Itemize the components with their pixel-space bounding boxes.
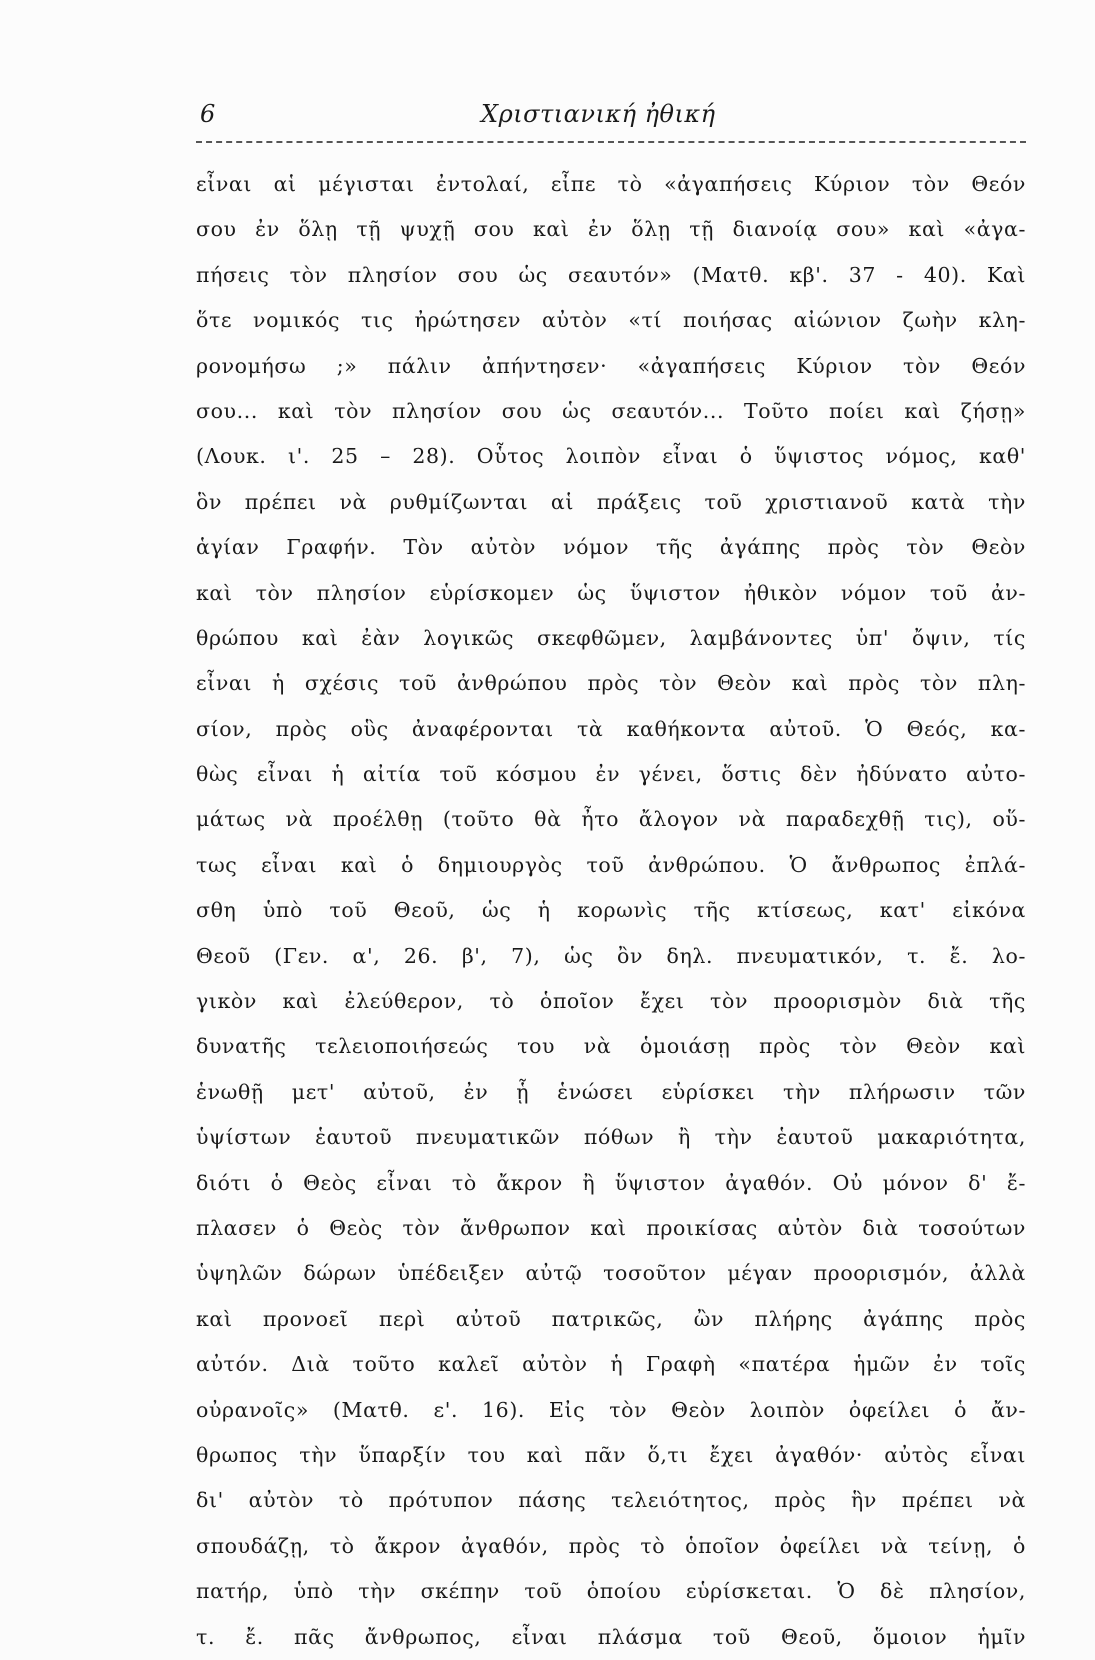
- text-line: θρώπου καὶ ἐὰν λογικῶς σκεφθῶμεν, λαμβάνοντες ὑπ' ὄψιν, τίς: [196, 625, 1026, 650]
- text-line: θρωπος τὴν ὕπαρξίν του καὶ πᾶν ὅ,τι ἔχει ἀγαθόν· αὐτὸς εἶναι: [196, 1442, 1026, 1467]
- text-line: οὐρανοῖς» (Ματθ. ε'. 16). Εἰς τὸν Θεὸν λοιπὸν ὀφείλει ὁ ἄν-: [196, 1397, 1026, 1422]
- running-title: Χριστιανική ἠθική: [481, 100, 716, 128]
- text-line: αὐτόν. Διὰ τοῦτο καλεῖ αὐτὸν ἡ Γραφὴ «πατέρα ἡμῶν ἐν τοῖς: [196, 1352, 1026, 1377]
- text-line: Θεοῦ (Γεν. α', 26. β', 7), ὡς ὂν δηλ. πνευματικόν, τ. ἔ. λο-: [196, 943, 1026, 968]
- text-line: πλασεν ὁ Θεὸς τὸν ἄνθρωπον καὶ προικίσας αὐτὸν διὰ τοσούτων: [196, 1215, 1026, 1240]
- text-line: δι' αὐτὸν τὸ πρότυπον πάσης τελειότητος, πρὸς ἣν πρέπει νὰ: [196, 1488, 1026, 1513]
- text-line: δυνατῆς τελειοποιήσεώς του νὰ ὁμοιάσῃ πρὸς τὸν Θεὸν καὶ: [196, 1034, 1026, 1059]
- text-line: καὶ προνοεῖ περὶ αὐτοῦ πατρικῶς, ὢν πλήρης ἀγάπης πρὸς: [196, 1306, 1026, 1331]
- text-line: καὶ τὸν πλησίον εὑρίσκομεν ὡς ὕψιστον ἠθικὸν νόμον τοῦ ἀν-: [196, 580, 1026, 605]
- text-line: σίον, πρὸς οὓς ἀναφέρονται τὰ καθήκοντα αὐτοῦ. Ὁ Θεός, κα-: [196, 716, 1026, 741]
- text-line: εἶναι ἡ σχέσις τοῦ ἀνθρώπου πρὸς τὸν Θεὸν καὶ πρὸς τὸν πλη-: [196, 671, 1026, 696]
- text-line: σου... καὶ τὸν πλησίον σου ὡς σεαυτόν... Τοῦτο ποίει καὶ ζήσῃ»: [196, 398, 1026, 423]
- text-line: ἁγίαν Γραφήν. Τὸν αὐτὸν νόμον τῆς ἀγάπης πρὸς τὸν Θεὸν: [196, 535, 1026, 560]
- text-line: πατήρ, ὑπὸ τὴν σκέπην τοῦ ὁποίου εὑρίσκεται. Ὁ δὲ πλησίον,: [196, 1579, 1026, 1604]
- page-number: 6: [200, 100, 216, 128]
- header-rule: [196, 141, 1026, 143]
- page-header: [195, 100, 1025, 138]
- text-line: σθη ὑπὸ τοῦ Θεοῦ, ὡς ἡ κορωνὶς τῆς κτίσεως, κατ' εἰκόνα: [196, 898, 1026, 923]
- text-line: ὅτε νομικός τις ἠρώτησεν αὐτὸν «τί ποιήσας αἰώνιον ζωὴν κλη-: [196, 308, 1026, 333]
- text-line: ὑψίστων ἑαυτοῦ πνευματικῶν πόθων ἢ τὴν ἑαυτοῦ μακαριότητα,: [196, 1125, 1026, 1150]
- text-line: τ. ἔ. πᾶς ἄνθρωπος, εἶναι πλάσμα τοῦ Θεοῦ, ὅμοιον ἡμῖν: [196, 1624, 1026, 1649]
- text-line: ὃν πρέπει νὰ ρυθμίζωνται αἱ πράξεις τοῦ χριστιανοῦ κατὰ τὴν: [196, 489, 1026, 514]
- text-line: τως εἶναι καὶ ὁ δημιουργὸς τοῦ ἀνθρώπου. Ὁ ἄνθρωπος ἐπλά-: [196, 852, 1026, 877]
- text-line: γικὸν καὶ ἐλεύθερον, τὸ ὁποῖον ἔχει τὸν προορισμὸν διὰ τῆς: [196, 989, 1026, 1014]
- text-line: εἶναι αἱ μέγισται ἐντολαί, εἶπε τὸ «ἀγαπήσεις Κύριον τὸν Θεόν: [196, 172, 1026, 196]
- text-line: θὼς εἶναι ἡ αἰτία τοῦ κόσμου ἐν γένει, ὅστις δὲν ἠδύνατο αὐτο-: [196, 762, 1026, 787]
- text-line: ἑνωθῇ μετ' αὐτοῦ, ἐν ᾗ ἑνώσει εὑρίσκει τὴν πλήρωσιν τῶν: [196, 1079, 1026, 1104]
- body-text: [196, 162, 1026, 1660]
- text-line: ρονομήσω ;» πάλιν ἀπήντησεν· «ἀγαπήσεις Κύριον τὸν Θεόν: [196, 353, 1026, 378]
- text-line: μάτως νὰ προέλθῃ (τοῦτο θὰ ἦτο ἄλογον νὰ παραδεχθῇ τις), οὕ-: [196, 807, 1026, 832]
- text-line: διότι ὁ Θεὸς εἶναι τὸ ἄκρον ἢ ὕψιστον ἀγαθόν. Οὐ μόνον δ' ἔ-: [196, 1170, 1026, 1195]
- text-line: ὑψηλῶν δώρων ὑπέδειξεν αὐτῷ τοσοῦτον μέγαν προορισμόν, ἀλλὰ: [196, 1261, 1026, 1286]
- text-line: σου ἐν ὅλῃ τῇ ψυχῇ σου καὶ ἐν ὅλῃ τῇ διανοίᾳ σου» καὶ «ἀγα-: [196, 217, 1026, 242]
- text-line: (Λουκ. ι'. 25 – 28). Οὗτος λοιπὸν εἶναι ὁ ὕψιστος νόμος, καθ': [196, 444, 1026, 469]
- text-line: πήσεις τὸν πλησίον σου ὡς σεαυτόν» (Ματθ. κβ'. 37 - 40). Καὶ: [196, 262, 1026, 287]
- text-line: σπουδάζῃ, τὸ ἄκρον ἀγαθόν, πρὸς τὸ ὁποῖον ὀφείλει νὰ τείνῃ, ὁ: [196, 1533, 1026, 1558]
